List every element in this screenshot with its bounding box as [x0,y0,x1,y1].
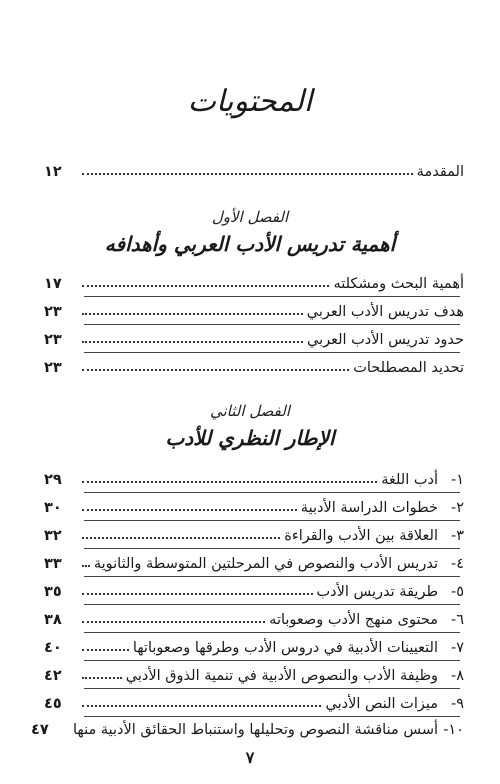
entry-title: تدريس الأدب والنصوص في المرحلتين المتوسطة والثانوية [93,556,438,572]
chapter-1-label: الفصل الأول [211,208,289,226]
divider [84,632,460,633]
entry-index: ٧- [450,640,464,656]
toc-entry [44,578,464,600]
toc-entry-introduction [44,158,464,180]
entry-title: حدود تدريس الأدب العربي [306,332,464,348]
entry-page-number: ٢٣ [44,304,62,320]
entry-title: خطوات الدراسة الأدبية [300,500,438,516]
divider [84,548,460,549]
toc-entry [44,298,464,320]
entry-title: محتوى منهج الأدب وصعوباته [269,612,438,628]
entry-index: ٨- [450,668,464,684]
entry-title: أدب اللغة [381,472,438,488]
leader-dots [82,313,303,315]
toc-entry [44,634,464,656]
leader-dots [82,649,129,651]
divider [84,604,460,605]
divider [84,296,460,297]
entry-page-number: ١٧ [44,276,62,292]
entry-page-number: ٣٠ [44,500,62,516]
entry-title: المقدمة [416,164,464,180]
leader-dots [82,593,313,595]
chapter-2-title: الإطار النظري للأدب [165,426,335,450]
divider [84,520,460,521]
leader-dots [82,537,280,539]
leader-dots [82,481,377,483]
toc-entry [44,662,464,684]
page-number-footer: ٧ [245,748,255,767]
toc-entry [44,270,464,292]
divider [84,660,460,661]
entry-page-number: ٣٢ [44,528,62,544]
divider [84,688,460,689]
leader-dots [82,621,265,623]
entry-page-number: ٣٣ [44,556,62,572]
divider [84,324,460,325]
leader-dots [82,565,90,567]
divider [84,352,460,353]
entry-title: هدف تدريس الأدب العربي [306,304,464,320]
leader-dots [82,509,297,511]
entry-title: العلاقة بين الأدب والقراءة [284,528,438,544]
entry-title: طريقة تدريس الأدب [316,584,438,600]
entry-page-number: ٤٧ [30,722,49,738]
entry-index: ٦- [450,612,464,628]
leader-dots [82,341,303,343]
entry-index: ١٠- [443,722,464,738]
toc-entry [44,466,464,488]
entry-page-number: ٤٠ [44,640,62,656]
toc-entry [44,494,464,516]
page-title: المحتويات [187,84,313,119]
entry-page-number: ٢٩ [44,472,62,488]
entry-title: أسس مناقشة النصوص وتحليلها واستنباط الحقائق الأدبية منها [72,722,438,738]
leader-dots [82,285,329,287]
toc-entry [44,690,464,712]
toc-entry [30,716,464,738]
toc-entry [44,354,464,376]
leader-dots [82,705,321,707]
entry-index: ٢- [450,500,464,516]
entry-title: ميزات النص الأدبي [325,696,438,712]
divider [84,492,460,493]
entry-index: ٩- [450,696,464,712]
entry-page-number: ٢٣ [44,360,62,376]
entry-title: تحديد المصطلحات [353,360,464,376]
chapter-2-label: الفصل الثاني [210,402,290,420]
entry-page-number: ٤٥ [44,696,62,712]
entry-page-number: ١٢ [44,164,62,180]
entry-title: وظيفة الأدب والنصوص الأدبية في تنمية الذوق الأدبي [125,668,438,684]
entry-index: ١- [450,472,464,488]
entry-page-number: ٢٣ [44,332,62,348]
chapter-1-title: أهمية تدريس الأدب العربي وأهدافه [104,232,396,256]
leader-dots [82,369,349,371]
entry-page-number: ٤٢ [44,668,62,684]
entry-index: ٥- [450,584,464,600]
toc-entry [44,326,464,348]
entry-page-number: ٣٥ [44,584,62,600]
divider [84,576,460,577]
leader-dots [82,173,413,175]
entry-page-number: ٣٨ [44,612,62,628]
entry-index: ٣- [450,528,464,544]
entry-title: أهمية البحث ومشكلته [333,276,464,292]
leader-dots [82,677,122,679]
toc-entry [44,522,464,544]
toc-entry [44,606,464,628]
entry-index: ٤- [450,556,464,572]
entry-title: التعيينات الأدبية في دروس الأدب وطرقها وصعوباتها [132,640,438,656]
toc-entry [44,550,464,572]
